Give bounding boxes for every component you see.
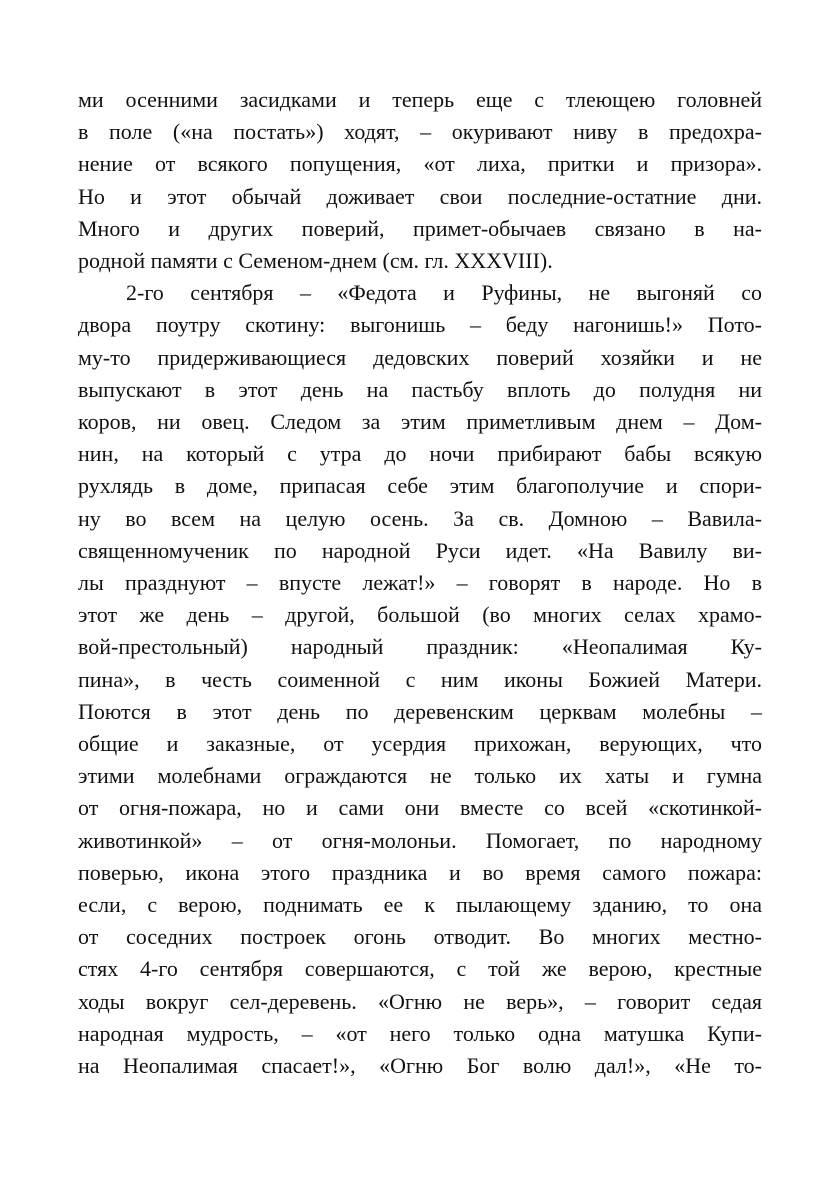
text-line: коров, ни овец. Следом за этим приметливым днем – Дом-: [78, 409, 762, 435]
paragraph: [78, 84, 762, 277]
page-text: [78, 84, 762, 1082]
text-line: пина», в честь соименной с ним иконы Божией Матери.: [78, 666, 762, 692]
text-line: рухлядь в доме, припасая себе этим благополучие и спори-: [78, 473, 762, 499]
text-line: двора поутру скотину: выгонишь – беду нагонишь!» Пото-: [78, 312, 762, 338]
text-line: священномученик по народной Руси идет. «На Вавилу ви-: [78, 537, 762, 563]
text-line: выпускают в этот день на пастьбу вплоть до полудня ни: [78, 376, 762, 402]
text-line: Поются в этот день по деревенским церквам молебны –: [78, 698, 762, 724]
text-line: этот же день – другой, большой (во многих селах храмо-: [78, 602, 762, 628]
text-line: родной памяти с Семеном-днем (см. гл. XXXVIII).: [78, 248, 553, 274]
text-line: му-то придерживающиеся дедовских поверий хозяйки и не: [78, 344, 762, 370]
text-line: 2-го сентября – «Федота и Руфины, не выгоняй со: [126, 280, 762, 306]
paragraph: [78, 277, 762, 1082]
text-line: этими молебнами ограждаются не только их хаты и гумна: [78, 763, 762, 789]
text-line: в поле («на постать») ходят, – окуривают ниву в предохра-: [78, 119, 762, 145]
text-line: ходы вокруг сел-деревень. «Огню не верь», – говорит седая: [78, 988, 762, 1014]
text-line: от огня-пожара, но и сами они вместе со всей «скотинкой-: [78, 795, 762, 821]
text-line: лы празднуют – впусте лежат!» – говорят в народе. Но в: [78, 570, 762, 596]
text-line: Много и других поверий, примет-обычаев связано в на-: [78, 215, 762, 241]
text-line: от соседних построек огонь отводит. Во многих местно-: [78, 924, 762, 950]
text-line: народная мудрость, – «от него только одна матушка Купи-: [78, 1020, 762, 1046]
text-line: нение от всякого попущения, «от лиха, притки и призора».: [78, 151, 762, 177]
text-line: нин, на который с утра до ночи прибирают бабы всякую: [78, 441, 762, 467]
text-line: стях 4-го сентября совершаются, с той же верою, крестные: [78, 956, 762, 982]
text-line: поверью, икона этого праздника и во время самого пожара:: [78, 859, 762, 885]
text-line: общие и заказные, от усердия прихожан, верующих, что: [78, 731, 762, 757]
text-line: ну во всем на целую осень. За св. Домною – Вавила-: [78, 505, 762, 531]
text-line: Но и этот обычай доживает свои последние-остатние дни.: [78, 183, 762, 209]
text-line: если, с верою, поднимать ее к пылающему зданию, то она: [78, 892, 762, 918]
text-line: животинкой» – от огня-молоньи. Помогает, по народному: [78, 827, 762, 853]
text-line: вой-престольный) народный праздник: «Неопалимая Ку-: [78, 634, 762, 660]
text-line: на Неопалимая спасает!», «Огню Бог волю дал!», «Не то-: [78, 1053, 762, 1079]
text-line: ми осенними засидками и теперь еще с тлеющею головней: [78, 87, 762, 112]
